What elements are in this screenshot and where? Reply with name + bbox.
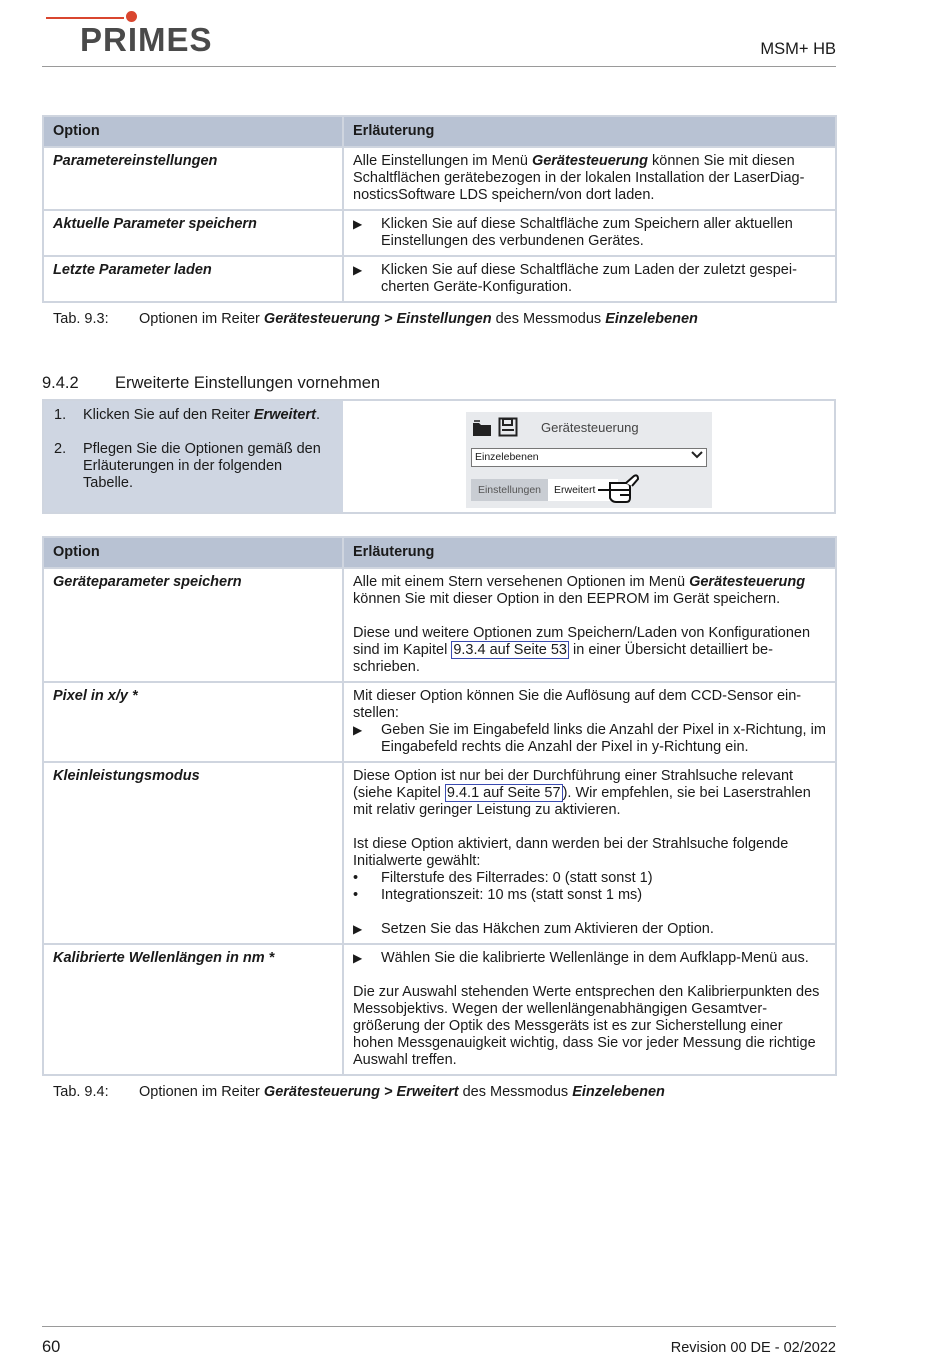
section-heading <box>42 373 380 393</box>
revision-label: Revision 00 DE - 02/2022 <box>670 1340 836 1356</box>
options-table-9-3 <box>42 115 837 303</box>
caption-label: Tab. 9.3: <box>53 311 109 327</box>
logo-accent-line <box>46 17 124 19</box>
select-value: Einzelebenen <box>475 451 539 463</box>
pointing-hand-icon <box>596 470 642 509</box>
arrow-icon: ▶ <box>353 217 363 231</box>
save-icon[interactable] <box>498 417 518 441</box>
option-name: Kalibrierte Wellenlängen in nm * <box>43 944 343 1075</box>
option-explanation <box>343 944 836 1075</box>
step-text: Pflegen Sie die Optionen gemäß den Erläuterungen in der folgenden Tabelle. <box>83 441 321 491</box>
list-item: Filterstufe des Filterrades: 0 (statt sonst 1) <box>381 870 653 886</box>
step-number: 1. <box>54 407 67 423</box>
text: Ist diese Option aktiviert, dann werden bei der Strahlsuche folgende Initialwerte gewählt: <box>353 836 789 869</box>
table-row <box>43 568 836 682</box>
caption-label: Tab. 9.4: <box>53 1084 109 1100</box>
caption-text: Optionen im Reiter Gerätesteuerung > Einstellungen des Messmodus Einzelebenen <box>139 311 698 327</box>
option-name: Letzte Parameter laden <box>43 256 343 302</box>
table-header-row <box>43 116 836 147</box>
column-header-option: Option <box>43 537 343 568</box>
column-header-option: Option <box>43 116 343 147</box>
chapter-link[interactable]: 9.3.4 auf Seite 53 <box>453 642 567 658</box>
option-explanation <box>343 210 836 256</box>
list-item: Integrationszeit: 10 ms (statt sonst 1 ms) <box>381 887 643 903</box>
instruction-text: Klicken Sie auf diese Schaltfläche zum Speichern aller aktuellen Einstellungen des verbundenen Gerätes. <box>381 216 793 249</box>
instruction-text: Setzen Sie das Häkchen zum Aktivieren der Option. <box>381 921 714 937</box>
section-title: Erweiterte Einstellungen vornehmen <box>115 374 381 392</box>
option-name: Aktuelle Parameter speichern <box>43 210 343 256</box>
text: können Sie mit diesen Schaltflächen gerätebezogen in der lokalen Installation der LaserDiag-nosticsSoftware LDS speichern/von dort laden. <box>353 153 805 203</box>
table-caption-9-3 <box>53 311 698 328</box>
step-text: Klicken Sie auf den Reiter Erweitert. <box>83 407 320 423</box>
instruction-text: Klicken Sie auf diese Schaltfläche zum Laden der zuletzt gespei-cherten Geräte-Konfiguration. <box>381 262 797 295</box>
arrow-icon: ▶ <box>353 922 363 936</box>
text: Mit dieser Option können Sie die Auflösung auf dem CCD-Sensor ein-stellen: <box>353 688 802 721</box>
section-number: 9.4.2 <box>42 374 79 392</box>
option-name: Kleinleistungsmodus <box>43 762 343 944</box>
page-number: 60 <box>42 1338 61 1356</box>
column-header-explanation: Erläuterung <box>343 537 836 568</box>
logo: PRIMES <box>80 21 213 58</box>
arrow-icon: ▶ <box>353 951 363 965</box>
tab-erweitert[interactable]: Erweitert <box>548 479 618 501</box>
steps-panel <box>44 401 343 512</box>
option-name: Parametereinstellungen <box>43 147 343 210</box>
menu-name: Gerätesteuerung <box>531 153 648 169</box>
arrow-icon: ▶ <box>353 263 363 277</box>
caption-text: Optionen im Reiter Gerätesteuerung > Erweitert des Messmodus Einzelebenen <box>139 1084 665 1100</box>
chevron-down-icon <box>691 449 703 466</box>
option-explanation <box>343 147 836 210</box>
folder-icon[interactable] <box>472 418 492 442</box>
ui-screenshot <box>466 412 712 508</box>
option-explanation: Alle mit einem Stern versehenen Optionen im Menü Gerätesteuerung können Sie mit dieser Option in den EEPROM im Gerät speichern. Diese und weitere Optionen zum Speichern/Laden von Konfigurationen sind im Kapitel 9.3.4 auf Seite 53 in einer Übersicht detailliert be-schrieben. <box>343 568 836 682</box>
tab-einstellungen[interactable]: Einstellungen <box>471 479 548 501</box>
footer-rule <box>42 1326 836 1327</box>
header-rule <box>42 66 836 67</box>
option-name: Geräteparameter speichern <box>43 568 343 682</box>
table-header-row <box>43 537 836 568</box>
instruction-text: Wählen Sie die kalibrierte Wellenlänge in dem Aufklapp-Menü aus. <box>381 950 809 966</box>
options-table-9-4 <box>42 536 837 1076</box>
table-row <box>43 210 836 256</box>
step-number: 2. <box>54 441 67 457</box>
step-item <box>54 407 334 424</box>
document-title: MSM+ HB <box>760 40 836 58</box>
panel-title: Gerätesteuerung <box>541 420 639 435</box>
option-explanation <box>343 682 836 762</box>
bullet-icon: • <box>353 887 359 903</box>
measurement-mode-select[interactable] <box>471 448 707 467</box>
bullet-icon: • <box>353 870 359 886</box>
table-row <box>43 762 836 944</box>
instruction-box <box>42 399 836 514</box>
chapter-link[interactable]: 9.4.1 auf Seite 57 <box>446 785 561 801</box>
step-item <box>54 441 334 492</box>
option-explanation <box>343 256 836 302</box>
table-row <box>43 256 836 302</box>
text: Alle Einstellungen im Menü <box>353 153 532 169</box>
text: Die zur Auswahl stehenden Werte entsprechen den Kalibrierpunkten des Messobjektivs. Wegen der wellenlängenabhängigen Gesamtver-größerung der Optik des Messgeräts ist es zur Sicherstellung einer hohen Messgenauigkeit wichtig, dass Sie vor jeder Messung die richtige Auswahl treffen. <box>353 984 820 1068</box>
table-row <box>43 147 836 210</box>
instruction-text: Geben Sie im Eingabefeld links die Anzahl der Pixel in x-Richtung, im Eingabefeld rechts die Anzahl der Pixel in y-Richtung ein. <box>381 722 826 755</box>
option-name: Pixel in x/y * <box>43 682 343 762</box>
arrow-icon: ▶ <box>353 723 363 737</box>
option-explanation: Diese Option ist nur bei der Durchführung einer Strahlsuche relevant (siehe Kapitel 9.4.1 auf Seite 57 ). Wir empfehlen, sie bei Laserstrahlen mit relativ geringer Leistung zu aktivieren. Ist diese Option aktiviert, dann werden bei der Strahlsuche folgende Initialwerte gewählt: • Filterstufe des Filterrades: 0 (statt sonst 1) • Integrationszeit: 10 ms (statt sonst 1 ms) ▶ Setzen Sie das Häkchen zum Aktivieren der Option. <box>343 762 836 944</box>
column-header-explanation: Erläuterung <box>343 116 836 147</box>
table-caption-9-4 <box>53 1084 665 1101</box>
table-row <box>43 944 836 1075</box>
table-row <box>43 682 836 762</box>
